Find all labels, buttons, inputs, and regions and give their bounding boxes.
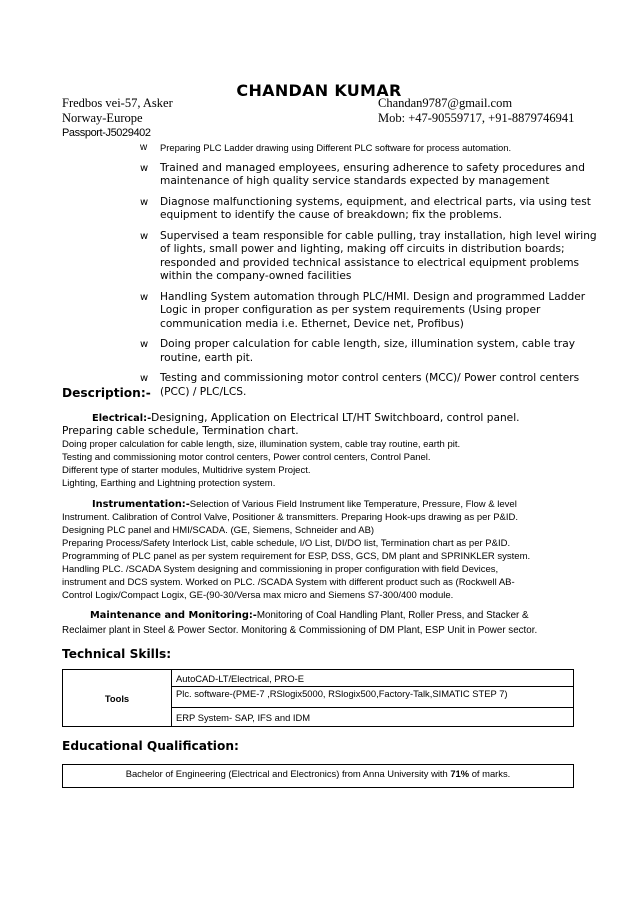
instrumentation-section: Instrumentation:-Selection of Various Field Instrument like Temperature, Pressure, Flow & level Instrument. Calibration of Control Valve, Positioner & transmitters. Preparing Hook-ups drawing as per P&ID. Designing PLC panel and HMI/SCADA. (GE, Siemens, Schneider and AB) Preparing Process/Safety Interlock List, cable schedule, I/O List, DI/DO list, Termination chart as per P&ID. Programming of PLC panel as per system requirement for ESP, DSS, GCS, DM plant and SPRINKLER system. Handling PLC. /SCADA System designing and commissioning in proper configuration with field Devices, instrument and DCS system. Worked on PLC. /SCADA System with different product such as (Rockwell AB- Control Logix/Compact Logix, GE-(90-30/Versa max micro and Siemens S7-300/400 module.	[62, 498, 582, 602]
electrical-line: Different type of starter modules, Multidrive system Project.	[62, 465, 311, 476]
list-item: w Doing proper calculation for cable length, size, illumination system, cable tray routine, earth pit.	[140, 338, 576, 364]
education-table	[62, 764, 574, 788]
mobile-number: Mob: +47-90559717, +91-8879746941	[378, 111, 575, 125]
electrical-line: Doing proper calculation for cable length, size, illumination system, cable tray routine, earth pit.	[62, 439, 461, 450]
address-line-1: Fredbos vei-57, Asker	[62, 96, 173, 110]
passport-number: Passport-J5029402	[62, 127, 151, 139]
bullet-mark: w	[140, 230, 149, 242]
instrumentation-line: Handling PLC. /SCADA System designing and commissioning in proper configuration with field Devices,	[62, 564, 499, 575]
skill-cell: Plc. software-(PME-7 ,RSlogix5000, RSlogix500,Factory-Talk,SIMATIC STEP 7)	[172, 687, 574, 708]
description-heading: Description:-	[62, 386, 151, 400]
education-heading: Educational Qualification:	[62, 739, 239, 753]
table-row	[63, 765, 574, 788]
instrumentation-line: Programming of PLC panel as per system requirement for ESP, DSS, GCS, DM plant and SPRINKLER system.	[62, 551, 531, 562]
tools-category: Tools	[63, 670, 172, 727]
electrical-label: Electrical:-	[92, 413, 152, 424]
bullet-mark: w	[140, 339, 149, 350]
responsibilities-list	[140, 141, 600, 406]
instrumentation-line: Preparing Process/Safety Interlock List, cable schedule, I/O List, DI/DO list, Termination chart as per P&ID.	[62, 538, 511, 549]
instrumentation-line: Designing PLC panel and HMI/SCADA. (GE, Siemens, Schneider and AB)	[62, 525, 375, 536]
education-cell: Bachelor of Engineering (Electrical and Electronics) from Anna University with 71% of marks.	[63, 765, 574, 788]
bullet-mark: w	[140, 196, 149, 208]
list-item: w Supervised a team responsible for cable pulling, tray installation, high level wiring of lights, small power and lighting, making off circuits in distribution boards; responded and provided technical assistance to electrical equipment problems within the company-owned facilities	[140, 229, 597, 282]
email-address: Chandan9787@gmail.com	[378, 96, 513, 110]
list-item: w Trained and managed employees, ensuring adherence to safety procedures and maintenance of high quality service standards expected by management	[140, 161, 585, 187]
electrical-line: Lighting, Earthing and Lightning protection system.	[62, 478, 276, 489]
candidate-name: CHANDAN KUMAR	[236, 81, 402, 100]
electrical-section: Electrical:-Designing, Application on Electrical LT/HT Switchboard, control panel. Preparing cable schedule, Termination chart. Doing proper calculation for cable length, size, illumination system, cable tray routine, earth pit. Testing and commissioning motor control centers, Power control centers, Control Panel. Different type of starter modules, Multidrive system Project. Lighting, Earthing and Lightning protection system.	[62, 412, 582, 490]
list-item: w Testing and commissioning motor control centers (MCC)/ Power control centers (PCC) / PLC/LCS.	[140, 372, 580, 398]
electrical-line: Testing and commissioning motor control centers, Power control centers, Control Panel.	[62, 452, 431, 463]
skill-cell: AutoCAD-LT/Electrical, PRO-E	[172, 670, 574, 687]
list-item: w Diagnose malfunctioning systems, equipment, and electrical parts, via using test equipment to identify the cause of breakdown; fix the problems.	[140, 195, 591, 221]
education-percent: 71%	[450, 768, 470, 779]
instrumentation-label: Instrumentation:-	[92, 499, 190, 510]
table-row	[63, 670, 574, 687]
skill-cell: ERP System- SAP, IFS and IDM	[172, 708, 574, 727]
bullet-mark: w	[140, 142, 148, 153]
instrumentation-line: instrument and DCS system. Worked on PLC. /SCADA System with different product such as (Rockwell AB-	[62, 577, 515, 588]
instrumentation-line: Instrument. Calibration of Control Valve, Positioner & transmitters. Preparing Hook-ups drawing as per P&ID.	[62, 512, 519, 523]
technical-skills-heading: Technical Skills:	[62, 647, 172, 661]
address-line-2: Norway-Europe	[62, 111, 143, 125]
technical-skills-table	[62, 669, 574, 727]
bullet-mark: w	[140, 291, 149, 303]
list-item: w Preparing PLC Ladder drawing using Different PLC software for process automation.	[140, 142, 512, 153]
bullet-mark: w	[140, 373, 149, 384]
list-item: w Handling System automation through PLC/HMI. Design and programmed Ladder Logic in proper configuration as per system requirements (Using proper communication media i.e. Ethernet, Device net, Profibus)	[140, 290, 586, 330]
instrumentation-line: Control Logix/Compact Logix, GE-(90-30/Versa max micro and Siemens S7-300/400 module.	[62, 590, 454, 601]
bullet-mark: w	[140, 162, 149, 174]
maintenance-label: Maintenance and Monitoring:-	[90, 610, 257, 621]
maintenance-section: Maintenance and Monitoring:-Monitoring of Coal Handling Plant, Roller Press, and Stacker & Reclaimer plant in Steel & Power Sector. Monitoring & Commissioning of DM Plant, ESP Unit in Power sector.	[62, 610, 538, 636]
